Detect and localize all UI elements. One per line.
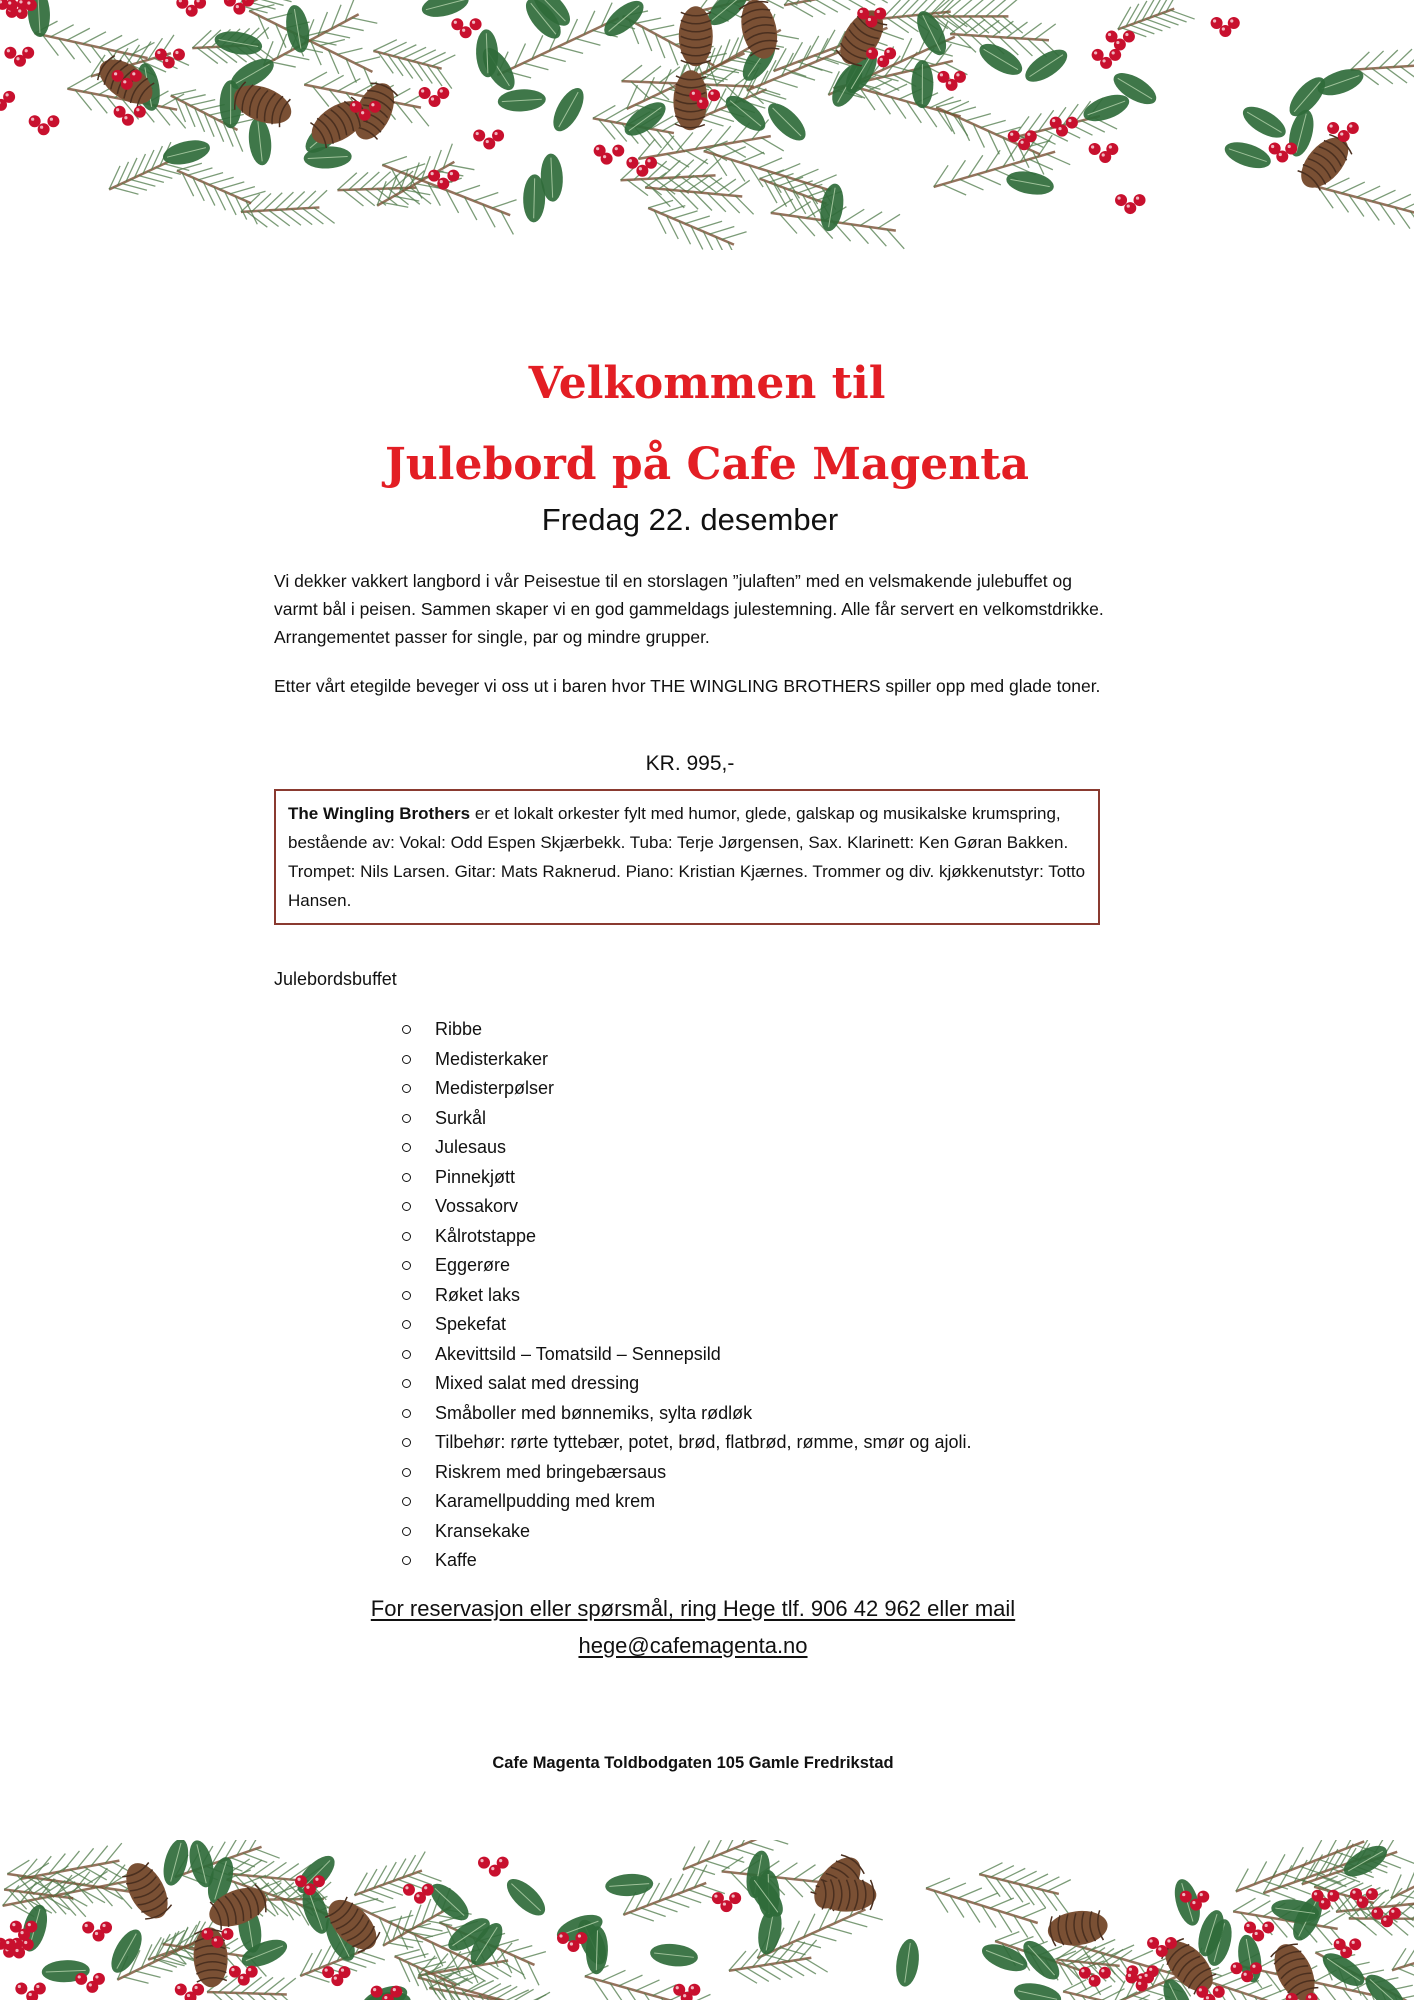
menu-item-label: Medisterpølser — [435, 1078, 555, 1098]
menu-item-label: Riskrem med bringebærsaus — [435, 1461, 667, 1482]
band-teaser-paragraph: Etter vårt etegilde beveger vi oss ut i baren hvor THE WINGLING BROTHERS spiller opp med glade toner. — [274, 676, 1101, 696]
band-info-box — [274, 789, 1100, 925]
menu-item — [402, 1310, 1102, 1340]
price-label: KR. 995,- — [645, 752, 735, 775]
menu-item — [402, 1340, 1102, 1370]
menu-item-label: Karamellpudding med krem — [435, 1491, 656, 1511]
band-description: er et lokalt orkester fylt med humor, glede, galskap og musikalske krumspring, bestående av: Vokal: Odd Espen Skjærbekk. Tuba: Terje Jørgensen, Sax. Klarinett: Ken Gøran Bakken. Trompet: Nils Larsen. Gitar: Mats Raknerud. Piano: Kristian Kjærnes. Trommer og div. kjøkkenutstyr: Totto Hansen. — [288, 804, 1086, 910]
hollow-circle-bullet-icon — [402, 1291, 411, 1300]
menu-item — [402, 1104, 1102, 1134]
hollow-circle-bullet-icon — [402, 1084, 411, 1093]
menu-item — [402, 1133, 1102, 1163]
hollow-circle-bullet-icon — [402, 1497, 411, 1506]
menu-item-label: Eggerøre — [435, 1255, 511, 1275]
hollow-circle-bullet-icon — [402, 1556, 411, 1565]
hollow-circle-bullet-icon — [402, 1143, 411, 1152]
hollow-circle-bullet-icon — [402, 1350, 411, 1359]
menu-item-label: Kaffe — [435, 1550, 477, 1570]
menu-item — [402, 1251, 1102, 1281]
hollow-circle-bullet-icon — [402, 1438, 411, 1447]
buffet-heading: Julebordsbuffet — [274, 969, 397, 989]
hollow-circle-bullet-icon — [402, 1114, 411, 1123]
menu-item-label: Kransekake — [435, 1520, 531, 1541]
menu-item-label: Mixed salat med dressing — [435, 1373, 640, 1393]
menu-item-label: Pinnekjøtt — [435, 1166, 516, 1187]
footer-address: Cafe Magenta Toldbodgaten 105 Gamle Fredrikstad — [492, 1754, 894, 1772]
hollow-circle-bullet-icon — [402, 1261, 411, 1270]
page-title-line1: Velkommen til — [528, 358, 886, 409]
contact-email-link[interactable]: hege@cafemagenta.no — [578, 1633, 808, 1658]
event-date: Fredag 22. desember — [541, 502, 839, 537]
hollow-circle-bullet-icon — [402, 1379, 411, 1388]
menu-item — [402, 1045, 1102, 1075]
menu-item — [402, 1458, 1102, 1488]
hollow-circle-bullet-icon — [402, 1232, 411, 1241]
menu-item — [402, 1517, 1102, 1547]
hollow-circle-bullet-icon — [402, 1173, 411, 1182]
hollow-circle-bullet-icon — [402, 1409, 411, 1418]
menu-item — [402, 1192, 1102, 1222]
menu-item-label: Spekefat — [435, 1314, 507, 1334]
menu-item-label: Røket laks — [435, 1284, 521, 1305]
hollow-circle-bullet-icon — [402, 1468, 411, 1477]
contact-email-row — [0, 1627, 1386, 1665]
band-name: The Wingling Brothers — [288, 804, 471, 823]
contact-line — [0, 1590, 1386, 1628]
intro-paragraph: Vi dekker vakkert langbord i vår Peisestue til en storslagen ”julaften” med en velsmakende julebuffet og varmt bål i peisen. Sammen skaper vi en god gammeldags julestemning. Alle får servert en velkomstdrikke. Arrangementet passer for single, par og mindre grupper. — [274, 571, 1104, 647]
hollow-circle-bullet-icon — [402, 1202, 411, 1211]
menu-item — [402, 1546, 1102, 1576]
bottom-garland-icon — [0, 1840, 1414, 2000]
menu-item-label: Tilbehør: rørte tyttebær, potet, brød, flatbrød, rømme, smør og ajoli. — [435, 1432, 972, 1452]
menu-item-label: Vossakorv — [435, 1196, 519, 1216]
menu-item — [402, 1281, 1102, 1311]
menu-item — [402, 1487, 1102, 1517]
menu-item — [402, 1428, 1102, 1458]
menu-item — [402, 1163, 1102, 1193]
menu-item — [402, 1369, 1102, 1399]
menu-item — [402, 1222, 1102, 1252]
contact-text: For reservasjon eller spørsmål, ring Hege tlf. 906 42 962 eller mail — [370, 1596, 1016, 1621]
menu-item-label: Medisterkaker — [435, 1048, 549, 1069]
hollow-circle-bullet-icon — [402, 1055, 411, 1064]
hollow-circle-bullet-icon — [402, 1025, 411, 1034]
hollow-circle-bullet-icon — [402, 1320, 411, 1329]
menu-item-label: Julesaus — [435, 1137, 507, 1157]
top-garland-icon — [0, 0, 1414, 250]
buffet-menu-list — [402, 1015, 1102, 1576]
page-title-line2: Julebord på Cafe Magenta — [384, 439, 1030, 490]
menu-item-label: Småboller med bønnemiks, sylta rødløk — [435, 1402, 753, 1423]
menu-item — [402, 1015, 1102, 1045]
menu-item-label: Kålrotstappe — [435, 1225, 537, 1246]
menu-item-label: Surkål — [435, 1107, 487, 1128]
menu-item — [402, 1074, 1102, 1104]
hollow-circle-bullet-icon — [402, 1527, 411, 1536]
menu-item — [402, 1399, 1102, 1429]
menu-item-label: Ribbe — [435, 1019, 483, 1039]
menu-item-label: Akevittsild – Tomatsild – Sennepsild — [435, 1343, 721, 1364]
